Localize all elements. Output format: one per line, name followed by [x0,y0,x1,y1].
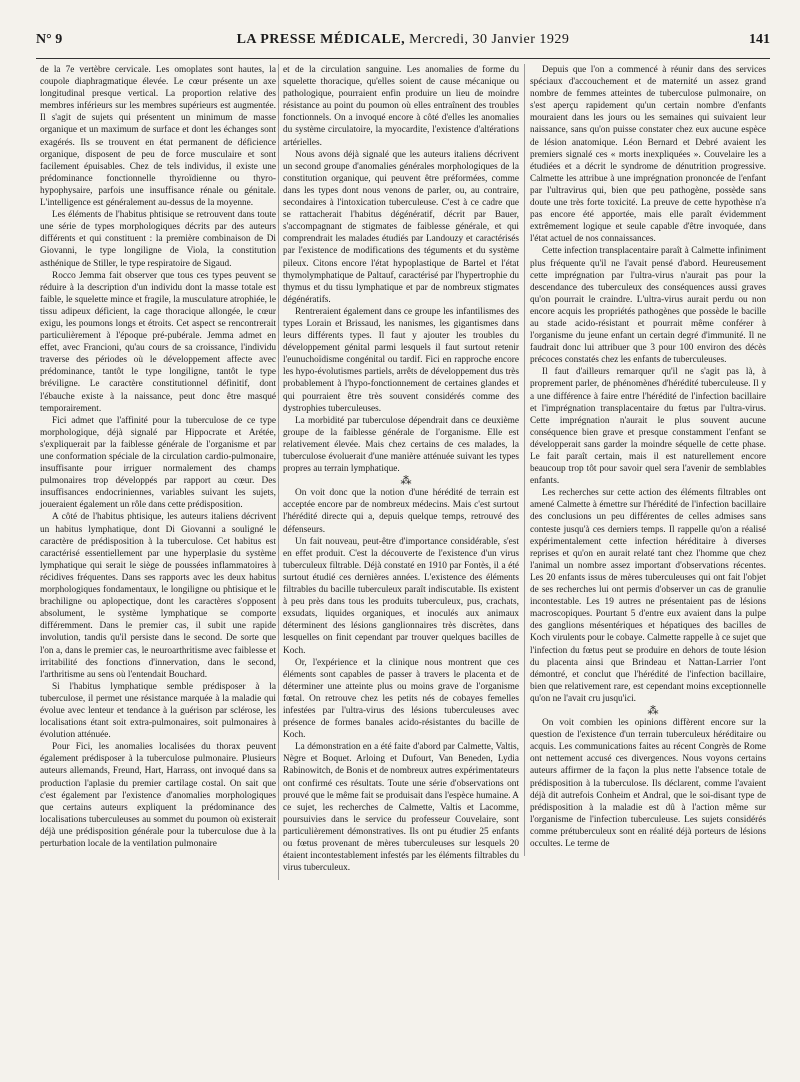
paragraph: Pour Fici, les anomalies localisées du thorax peuvent également prédisposer à la tuberculose pulmonaire. Plusieurs auteurs allemands, Freund, Hart, Harrass, ont invoqué dans sa production l'aplasie du premier cartilage costal. On sait que c'est également par l'existence d'anomalies morphologiques que certains auteurs expliquent la prédominance des localisations tuberculeuses au sommet du poumon où existerait déjà une prédisposition générale pour la tuberculose due à la perturbation locale de la ventilation pulmonaire [40,742,276,849]
paragraph: Si l'habitus lymphatique semble prédisposer à la tuberculose, il permet une résistance marquée à la maladie qui évolue avec lenteur et tendance à la guérison par sclérose, les localisations étant soit extra-pulmonaires, soit pulmonaires à évolution atténuée. [40,681,276,741]
paragraph: de la 7e vertèbre cervicale. Les omoplates sont hautes, la coupole diaphragmatique élevée. Le cœur présente un axe longitudinal presque vertical. La proportion relative des membres inférieurs sur les membres supérieurs est augmentée. Il s'agit de sujets qui présentent un minimum de masse organique et un maximum de surface et dont les échanges sont exagérés. Ils se trouvent en état permanent de déficience organique, disposent de peu de force musculaire et sont facilement épuisables. Chez de tels individus, il existe une prédominance fonctionnelle thyroïdienne ou thyro-hypophysaire, parfois une insuffisance rénale ou génitale. L'intelligence est généralement au-dessus de la moyenne. [40,65,276,209]
article-column-2 [283,64,519,874]
paragraph: et de la circulation sanguine. Les anomalies de forme du squelette thoracique, qu'elles soient de cause mécanique ou pathologique, pourraient enfin produire un lieu de moindre résistance au point du poumon où elles entraînent des troubles fonctionnels. On a invoqué encore à côté d'elles les anomalies du système circulatoire, la myocardite, l'existence d'altérations artérielles. [283,65,519,148]
paragraph: Rocco Jemma fait observer que tous ces types peuvent se réduire à la description d'un individu dont la masse totale est faible, le squelette mince et fragile, la musculature atrophiée, le tissu adipeux déficient, la cage thoracique allongée, le cœur exigu, les poumons longs et étroits. Cet aspect se rencontrerait particulièrement à l'époque pré-pubérale. Jemma admet en effet, avec Francioni, qu'au cours de sa croissance, l'individu traverse des périodes où le développement affecte avec prédominance, tantôt le type longiligne, tantôt le type bréviligne. Le caractère constitutionnel définitif, dont l'ébauche existe à la naissance, peut donc être masqué temporairement. [40,270,276,414]
paragraph: La démonstration en a été faite d'abord par Calmette, Valtis, Nègre et Boquet. Arloing et Dufourt, Van Beneden, Lydia Rabinowitch, de Bonis et de nombreux autres expérimentateurs ont confirmé ces résultats. Toute une série d'observations ont prouvé que le même fait se produisait dans l'espèce humaine. A ce sujet, les recherches de Calmette, Valtis et Lacomme, poursuivies dans le service du professeur Couvelaire, sont particulièrement démonstratives. Ils ont pu étudier 25 enfants ou fœtus provenant de mères tuberculeuses sur lesquels 20 étaient incontestablement infestés par les éléments filtrables du virus tuberculeux. [283,742,519,874]
page-number: 141 [749,32,770,47]
column-divider [524,64,525,856]
section-separator: ⁂ [400,475,414,488]
page-header [36,32,770,52]
paragraph: Il faut d'ailleurs remarquer qu'il ne s'agit pas là, à proprement parler, de phénomènes d'hérédité tuberculeuse. Il y a une différence à faire entre l'hérédité de l'infection bacillaire et l'imprégnation transplacentaire du fœtus par l'ultra-virus. Cette imprégnation n'aurait le plus souvent aucune conséquence bien grave et presque constamment l'enfant se développerait sans garder la moindre séquelle de cette phase. Le fait paraît certain, mais il est naturellement encore beaucoup trop tôt pour savoir quel sera l'avenir de semblables enfants. [530,367,766,487]
column-divider [278,64,279,880]
article-column-1 [40,64,276,850]
paragraph: A côté de l'habitus phtisique, les auteurs italiens décrivent un habitus lymphatique, dont Di Giovanni a souligné le caractère de prédisposition à la tuberculose. Cet habitus est caractérisé essentiellement par une hyperplasie du système lymphatique qui serait le siège de poussées inflammatoires à récidives fréquentes. Dans ses rapports avec les deux habitus morphologiques fondamentaux, le longiligne ou phtisique et le brachiligne ou aplopectique, dont les caractères s'opposent absolument, le système lymphatique se comporte différemment. Dans le premier cas, il subit une rapide involution, tandis qu'il persiste dans le second. De sorte que l'on a, dans le premier cas, le neuroarthritisme avec faiblesse et irritabilité des fonctions d'innervation, dans le second, l'arthritisme au sens où l'entendait Bouchard. [40,512,276,680]
paragraph: Les éléments de l'habitus phtisique se retrouvent dans toute une série de types morphologiques décrits par des auteurs différents et qui constituent : la première combinaison de Di Giovanni, le type longiligne de Viola, la constitution asthénique de Stiller, le type respiratoire de Sigaud. [40,210,276,269]
masthead [36,32,770,48]
paragraph: Depuis que l'on a commencé à réunir dans des services spéciaux d'accouchement et de maternité un assez grand nombre de femmes atteintes de tuberculose pulmonaire, on s'est aperçu rapidement qu'un certain nombre d'enfants mouraient dans les jours ou les semaines qui suivaient leur naissance, sans qu'on puisse constater chez eux aucune espèce de lésion anatomique. Léon Bernard et Debré avaient les premiers signalé ces « morts inexpliquées ». Couvelaire les a étudiées et a décrit le syndrome de dénutrition progressive. Calmette les attribue à une imprégnation prononcée de l'enfant par l'ultravirus qui, bien que peu pathogène, possède sans doute une très forte toxicité. La preuve de cette hypothèse n'a pas encore été apportée, mais elle paraît évidemment extrêmement logique et seule capable d'être invoquée, dans l'état actuel de nos connaissances. [530,65,766,245]
paragraph: La morbidité par tuberculose dépendrait dans ce deuxième groupe de la faiblesse générale de l'organisme. Elle est relativement élevée. Mais chez certains de ces malades, la tuberculose évoluerait d'une manière atténuée suivant les types propres au terrain lymphatique. [283,415,519,475]
paragraph: Nous avons déjà signalé que les auteurs italiens décrivent un second groupe d'anomalies générales morphologiques de la constitution organique, qui peuvent être préformées, comme dans les types dont nous venons de parler, ou, au contraire, secondaires à l'intoxication tuberculeuse. C'est à ce cadre que se rattacherait l'habitus dégénératif, décrit par Bauer, s'accompagnant de stigmates de faiblesse générale, et qui comprendrait les malades étudiés par Landouzy et caractérisés par l'existence de modifications des téguments et du système pileux. Citons encore l'état hypoplastique de Bartel et l'état thymolymphatique de Paltauf, caractérisé par l'hypertrophie du thymus et du tissu lymphatique et par de nombreux stigmates dégénératifs. [283,149,519,305]
paragraph: Fici admet que l'affinité pour la tuberculose de ce type morphologique, déjà signalé par Hippocrate et Arétée, s'expliquerait par la faiblesse générale de l'organisme et par une conformation spéciale de la circulation cardio-pulmonaire, insuffisante pour irriguer normalement des champs pulmonaires trop développés par rapport au cœur. Des insuffisances endocriniennes, variables suivant les sujets, joueraient également un rôle dans cette prédisposition. [40,415,276,511]
paragraph: Un fait nouveau, peut-être d'importance considérable, s'est en effet produit. C'est la découverte de l'existence d'un virus tuberculeux filtrable. Déjà constaté en 1910 par Fontès, il a été surtout étudié ces dernières années. L'existence des éléments filtrables du bacille tuberculeux paraît indiscutable. Ils existent à peu près dans tous les produits tuberculeux, pus, crachats, exsudats, liquides organiques, et inoculés aux animaux déterminent des lésions ganglionnaires très discrètes, dans lesquelles on finit cependant par trouver quelques bacilles de Koch. [283,536,519,656]
section-separator: ⁂ [647,704,661,717]
paragraph: Les recherches sur cette action des éléments filtrables ont amené Calmette à émettre sur l'hérédité de l'infection bacillaire des conclusions un peu différentes de celles admises sans conteste jusqu'à ces derniers temps. Il rappelle qu'on a réalisé expérimentalement cette infection héréditaire à diverses reprises et qu'on en aurait relaté tant chez l'homme que chez l'animal un nombre assez important d'observations récentes. Les 20 enfants issus de mères tuberculeuses qui ont fait l'objet de ses recherches lui ont permis d'observer un cas de granulie incontestable. Les 19 autres ne présentaient pas de lésions macroscopiques. Pourtant 5 d'entre eux avaient dans la pulpe des ganglions mésentériques et hépatiques des bacilles de Koch virulents pour le cobaye. Calmette rappelle à ce sujet que l'infection du fœtus peut se produire en dehors de toute lésion du placenta ainsi que Brindeau et Nattan-Larrier l'ont démontré, et conclut que l'hérédité de l'infection bacillaire, bien que relativement rare, est cependant moins exceptionnelle qu'on ne l'avait cru jusqu'ici. [530,488,766,704]
article-column-3 [530,64,766,850]
journal-title: LA PRESSE MÉDICALE, [236,32,406,47]
paragraph: On voit donc que la notion d'une hérédité de terrain est acceptée encore par de nombreux médecins. Mais c'est surtout l'hérédité directe qui a, depuis quelque temps, retrouvé des défenseurs. [283,488,519,535]
paragraph: Cette infection transplacentaire paraît à Calmette infiniment plus fréquente qu'il ne l'avait pensé d'abord. Heureusement cette imprégnation par l'ultra-virus n'aurait pas pour la descendance des tuberculeux des conséquences aussi graves qu'on pourrait le craindre. L'ultra-virus aurait perdu ou non encore acquis les propriétés pathogènes que possède le bacille au stade acido-résistant et pourrait même conférer à l'organisme du jeune enfant un certain degré d'immunité. Il ne faudrait donc lui attribuer que 3 pour 100 environ des décès précoces constatés chez les enfants de tuberculeuses. [530,246,766,366]
issue-date: Mercredi, 30 Janvier 1929 [409,32,570,47]
paragraph: Or, l'expérience et la clinique nous montrent que ces éléments sont capables de passer à travers le placenta et de déterminer une atteinte plus ou moins grave de l'organisme fœtal. On retrouve chez les petits nés de cobayes femelles infestées par l'ultra-virus des lésions tuberculeuses avec présence de formes banales acido-résistantes du bacille de Koch. [283,657,519,741]
paragraph: Rentreraient également dans ce groupe les infantilismes des types Lorain et Brissaud, les nanismes, les gigantismes dans leurs différents types. Il faut y ajouter les troubles du développement génital parmi lesquels il faut surtout retenir l'eunuchoïdisme congénital ou tardif. Fici en rapproche encore les hypo-évolutismes partiels, arrêts de développement dus très probablement à l'hypo-fonctionnement de certaines glandes et qui pourraient être très souvent considérés comme des dystrophies tuberculeuses. [283,306,519,414]
issue-number: N° 9 [36,32,63,47]
paragraph: On voit combien les opinions diffèrent encore sur la question de l'existence d'un terrain tuberculeux héréditaire ou acquis. Les communications faites au récent Congrès de Rome ont nettement accusé ces divergences. Nous voyons certains auteurs affirmer de la façon la plus nette l'absence totale de prédisposition à la tuberculose. Ils déclarent, comme l'avaient déjà dit autrefois Conheim et Andral, que le soi-disant type de prédisposition à la maladie est dû à l'action même sur l'organisme de l'infection tuberculeuse. Les sujets considérés comme prétuberculeux sont en réalité déjà porteurs de lésions occultes. Le terme de [530,718,766,849]
header-rule [36,58,770,59]
